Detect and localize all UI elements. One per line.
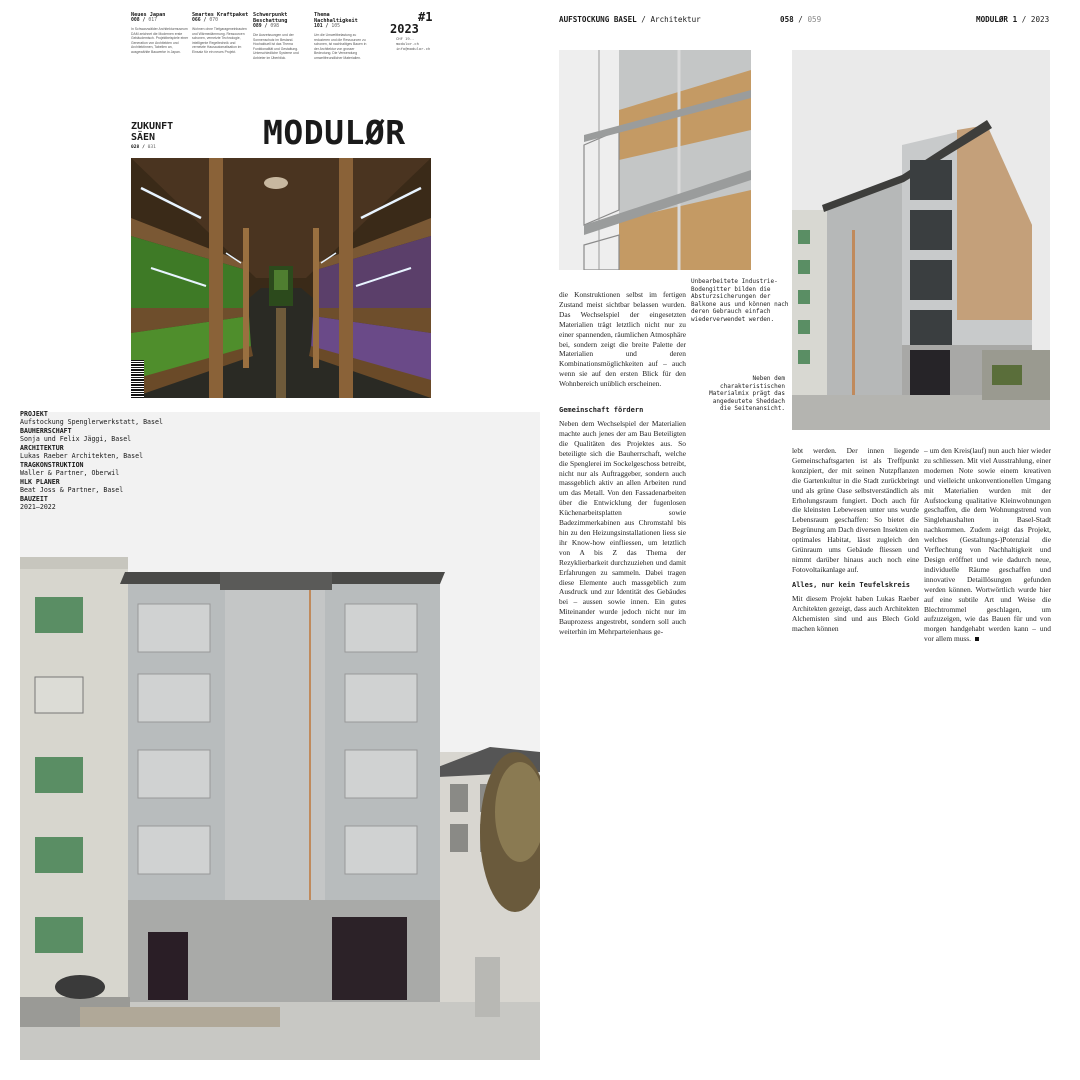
teaser-title: Neues Japan bbox=[131, 12, 166, 18]
teaser-title: Schwerpunkt Beschattung bbox=[253, 12, 288, 24]
teaser-desc: In Schwarzwälder Architekturmuseum DAM zeichnet die Modernen erste Gebäudemisch. Projektbeispiele einer Generation von Architekten und Architektinnen, Tabellen an, ausgewählte Bauwerke in Japan. bbox=[131, 27, 189, 54]
teaser-page: 066 / 070 bbox=[192, 18, 219, 23]
paragraph: lebt werden. Der innen liegende Gemeinschaftsgarten ist als Treffpunkt konzipiert, der mit seinen Nutzpflanzen die Gartenkultur in die Stadt zurückbringt und als grüne Oase selbstverständlich als Erholungsraum fungiert. Doch auch für die kleinsten Lebewesen unter uns wurde Lebensraum geschaffen: So bietet die Begrünung am Dach diversen Insekten ein optimales Habitat, lässt zugleich den Grünraum ums Gebäude fliessen und nimmt darüber hinaus auch noch eine Fotovoltaikanlage auf. bbox=[792, 446, 919, 574]
teaser-page: 089 / 098 bbox=[253, 24, 280, 29]
project-credits bbox=[20, 410, 540, 512]
paragraph: Mit diesem Projekt haben Lukas Raeber Architekten gezeigt, dass auch Architekten Alchemisten sind und aus Blech Gold machen können bbox=[792, 593, 919, 633]
cover-photo-vertical-farm bbox=[131, 158, 431, 398]
teaser-title: Smartes Kraftpaket bbox=[192, 12, 249, 18]
teaser-page: 101 / 105 bbox=[314, 24, 341, 29]
credit-bauzeit: BAUZEIT 2021–2022 bbox=[20, 495, 56, 511]
issue-number: #1 2023 bbox=[390, 10, 433, 36]
running-header-section: AUFSTOCKUNG BASEL / Architektur bbox=[559, 15, 701, 24]
subheading-teufelskreis: Alles, nur kein Teufelskreis bbox=[792, 580, 911, 589]
article-column-1 bbox=[559, 400, 686, 637]
credit-architektur: ARCHITEKTUR Lukas Raeber Architekten, Basel bbox=[20, 444, 144, 460]
cover-theme: ZUKUNFT SÄEN bbox=[131, 121, 174, 143]
issue-info: CHF 19.- modulor.ch info@modulor.ch bbox=[396, 36, 431, 51]
teaser-desc: Die Ausreissungen und der Sonnenschutz im Bestand. Hochaktuell ist das Thema Funktionalität und Gestaltung. Unterschiedliche Systeme und Anbieter im Überblick. bbox=[253, 33, 299, 60]
magazine-logo: MODULØR bbox=[263, 113, 406, 152]
paragraph: Neben dem Wechselspiel der Materialien machte auch jenes der am Bau Beteiligten die Qualitäten des Projektes aus. So beteiligte sich die Bauherrschaft, welche die Spenglerei im Sockelgeschoss betreibt, nicht nur als Auftraggeber, sondern auch massgeblich aktiv an allen Arbeiten rund um das Metall. Von den Fassadenarbeiten über die Entwicklung der fugenlosen Küchenarbeitsplatten sowie Badezimmerkabinen aus Chromstahl bis hin zu den Heizungsinstallationen liess sie ihr Know-how einfliessen, um letztlich von A bis Z das Thema der Rezyklierbarkeit durchzuziehen und damit Erfahrungen zu sammeln. Dabei tragen diese Elemente auch massgeblich zum Ausdruck und zur Identität des Gebäudes bei – aussen sowie innen. Ein gutes Miteinander wurde jedoch nicht nur im Bauprozess angestrebt, sondern soll auch weiterhin im Mehrparteienhaus ge- bbox=[559, 419, 686, 637]
teaser-page: 008 / 017 bbox=[131, 18, 158, 23]
credit-projekt: PROJEKT Aufstockung Spenglerwerkstatt, Basel bbox=[20, 410, 163, 426]
caption-material: Neben dem charakteristischen Materialmix prägt das angedeutete Sheddach die Seitenansicht. bbox=[709, 375, 785, 413]
cover-barcode bbox=[131, 360, 144, 398]
cover-teaser-1 bbox=[131, 12, 189, 55]
teaser-title: Thema Nachhaltigkeit bbox=[314, 12, 358, 24]
balcony-detail-photo bbox=[559, 50, 751, 270]
article-column-1-top bbox=[559, 290, 686, 389]
teaser-desc: Wohnen ohne Tiefgarageneinbauten und Wärmedämmung. Ressourcen schonen, vernetzte Technologie, intelligente Regeltechnik und vernetzte Hausautomatisation im Einsatz für ein neues Projekt. bbox=[192, 27, 247, 54]
building-side-photo bbox=[792, 50, 1050, 430]
credit-bauherrschaft: BAUHERRSCHAFT Sonja und Felix Jäggi, Basel bbox=[20, 427, 132, 443]
cover-teaser-4 bbox=[314, 12, 372, 61]
caption-balcony: Unbearbeitete Industrie-Bodengitter bilden die Absturzsicherungen der Balkone aus und können nach deren Gebrauch einfach wiederverwendet werden. bbox=[691, 278, 789, 323]
cover-theme-page: 028 / 031 bbox=[131, 145, 156, 150]
paragraph: die Konstruktionen selbst im fertigen Zustand meist sichtbar belassen wurden. Das Wechselspiel der eingesetzten Materialien trägt letztlich nicht nur zu einer spannenden, räumlichen Atmosphäre bei, sondern zeigt die breite Palette der Materialien und deren Kombinationsmöglichkeiten auf – auch wenn sie auf den ersten Blick für den Wohnbereich unüblich erscheinen. bbox=[559, 290, 686, 389]
running-header-magazine: MODULØR 1 / 2023 bbox=[976, 15, 1050, 24]
credit-tragkonstruktion: TRAGKONSTRUKTION Waller & Partner, Oberwil bbox=[20, 461, 120, 477]
end-mark bbox=[975, 637, 979, 641]
magazine-cover bbox=[0, 0, 550, 405]
page-numbers: 058 / 059 bbox=[780, 15, 822, 24]
article-column-2 bbox=[792, 446, 919, 633]
cover-teaser-2 bbox=[192, 12, 250, 55]
teaser-desc: Um die Umweltbelastung zu reduzieren und die Ressourcen zu schonen, ist nachhaltiges Bauen in der Architektur von grosser Bedeutung. Die Verwendung umweltfreundlicher Materialien. bbox=[314, 33, 367, 60]
cover-teaser-3 bbox=[253, 12, 311, 61]
credit-hlk-planer: HLK PLANER Beat Joss & Partner, Basel bbox=[20, 478, 124, 494]
subheading-gemeinschaft: Gemeinschaft fördern bbox=[559, 406, 644, 414]
article-column-3 bbox=[924, 446, 1051, 644]
paragraph: – um den Kreis(lauf) nun auch hier wieder zu schliessen. Mit viel Ausstrahlung, einer modernen Note sowie einem kreativen und vielleicht unkonventionellen Umgang mit Materialien wurden mit der Aufstockung qualitative Kleinwohnungen geschaffen, die dem Wohnungstrend von Singlehaushalten in Basel-Stadt nachkommen. Zudem zeigt das Projekt, welches (Gestaltungs-)Potenzial die Verflechtung von Nachhaltigkeit und Design eröffnet und wie dadurch neue, individuelle Räume geschaffen und innovative Detaillösungen gefunden werden können. Wortwörtlich wurde hier auf eine subtile Art und Weise die Blechtrommel geschlagen, um aufzuzeigen, wie das Bauen für und von morgen handgehabt werden kann – und vor allem muss. bbox=[924, 446, 1051, 644]
